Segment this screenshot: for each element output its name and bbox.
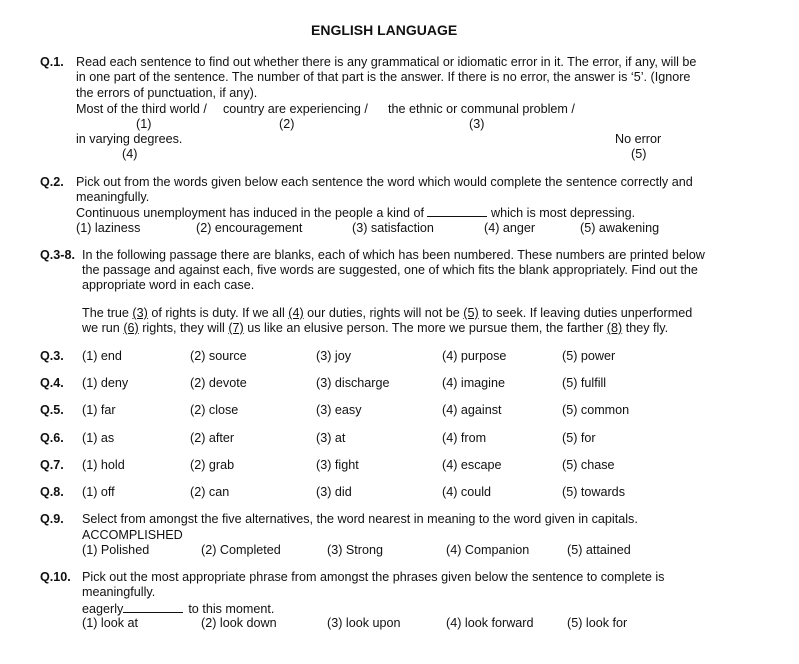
passage-text: we run bbox=[82, 321, 120, 335]
question-number: Q.9. bbox=[40, 512, 64, 526]
passage-text: us like an elusive person. The more we pursue them, the farther bbox=[247, 321, 604, 335]
sentence-text: Continuous unemployment has induced in the people a kind of bbox=[76, 206, 424, 220]
option: (5) power bbox=[562, 349, 616, 363]
sentence-part-3: the ethnic or communal problem / bbox=[388, 102, 575, 116]
option: (2) look down bbox=[201, 616, 277, 630]
option: (5) towards bbox=[562, 485, 625, 499]
question-number: Q.6. bbox=[40, 431, 64, 445]
question-instruction-line: the errors of punctuation, if any). bbox=[76, 86, 258, 100]
option: (3) joy bbox=[316, 349, 351, 363]
question-instruction-line: Pick out the most appropriate phrase from amongst the phrases given below the sentence to complete is bbox=[82, 570, 665, 584]
passage-text: of rights is duty. If we all bbox=[151, 306, 285, 320]
option: (1) laziness bbox=[76, 221, 141, 235]
option: (5) fulfill bbox=[562, 376, 607, 390]
passage-line bbox=[82, 321, 668, 336]
option: (4) imagine bbox=[442, 376, 505, 390]
option: (3) did bbox=[316, 485, 352, 499]
option: (2) can bbox=[190, 485, 230, 499]
question-sentence bbox=[82, 601, 274, 617]
option: (2) close bbox=[190, 403, 239, 417]
question-number: Q.2. bbox=[40, 175, 64, 189]
question-number: Q.7. bbox=[40, 458, 64, 472]
option: (1) Polished bbox=[82, 543, 150, 557]
question-instruction-line: In the following passage there are blanks, each of which has been numbered. These numbers are printed below bbox=[82, 248, 705, 262]
option: (5) attained bbox=[567, 543, 631, 557]
option: (4) against bbox=[442, 403, 502, 417]
option: (1) hold bbox=[82, 458, 125, 472]
option: (1) far bbox=[82, 403, 116, 417]
question-instruction-line: Pick out from the words given below each sentence the word which would complete the sentence correctly and bbox=[76, 175, 693, 189]
option: (4) anger bbox=[484, 221, 536, 235]
question-number: Q.3. bbox=[40, 349, 64, 363]
question-number: Q.10. bbox=[40, 570, 71, 584]
blank-number: (7) bbox=[228, 321, 244, 335]
part-label-5: (5) bbox=[631, 147, 647, 161]
question-instruction-line: the passage and against each, five words are suggested, one of which fits the blank appropriately. Find out the bbox=[82, 263, 698, 277]
option: (1) look at bbox=[82, 616, 138, 630]
option: (4) look forward bbox=[446, 616, 534, 630]
answer-blank bbox=[123, 601, 183, 613]
sentence-text: to this moment. bbox=[188, 602, 275, 616]
option: (4) from bbox=[442, 431, 487, 445]
blank-number: (8) bbox=[606, 321, 623, 335]
blank-number: (3) bbox=[132, 306, 148, 320]
sentence-part-5: No error bbox=[615, 132, 662, 146]
option: (3) easy bbox=[316, 403, 362, 417]
option: (3) fight bbox=[316, 458, 359, 472]
question-sentence bbox=[76, 205, 635, 221]
option: (1) off bbox=[82, 485, 115, 499]
option: (3) at bbox=[316, 431, 346, 445]
option: (2) source bbox=[190, 349, 247, 363]
option: (3) satisfaction bbox=[352, 221, 434, 235]
option: (1) end bbox=[82, 349, 122, 363]
option: (4) could bbox=[442, 485, 491, 499]
option: (3) discharge bbox=[316, 376, 390, 390]
question-instruction-line: meaningfully. bbox=[76, 190, 150, 204]
question-number: Q.1. bbox=[40, 55, 64, 69]
capital-word: ACCOMPLISHED bbox=[82, 528, 183, 542]
option: (2) devote bbox=[190, 376, 247, 390]
question-instruction-line: in one part of the sentence. The number of that part is the answer. If there is no error, the answer is ‘5’. (Ignore bbox=[76, 70, 691, 84]
part-label-3: (3) bbox=[469, 117, 485, 131]
sentence-part-1: Most of the third world / bbox=[76, 102, 207, 116]
option: (1) deny bbox=[82, 376, 129, 390]
answer-blank bbox=[427, 205, 487, 217]
option: (5) awakening bbox=[580, 221, 660, 235]
option: (5) chase bbox=[562, 458, 615, 472]
option: (2) Completed bbox=[201, 543, 281, 557]
option: (4) purpose bbox=[442, 349, 507, 363]
passage-text: rights, they will bbox=[142, 321, 225, 335]
option: (4) escape bbox=[442, 458, 502, 472]
question-number: Q.4. bbox=[40, 376, 64, 390]
question-number: Q.5. bbox=[40, 403, 64, 417]
option: (1) as bbox=[82, 431, 115, 445]
option: (2) grab bbox=[190, 458, 235, 472]
part-label-2: (2) bbox=[279, 117, 295, 131]
option: (3) look upon bbox=[327, 616, 401, 630]
part-label-4: (4) bbox=[122, 147, 138, 161]
option: (3) Strong bbox=[327, 543, 383, 557]
question-number: Q.8. bbox=[40, 485, 64, 499]
question-instruction-line: appropriate word in each case. bbox=[82, 278, 255, 292]
question-instruction-line: meaningfully. bbox=[82, 585, 156, 599]
passage-text: they fly. bbox=[625, 321, 669, 335]
question-number: Q.3-8. bbox=[40, 248, 75, 262]
option: (5) common bbox=[562, 403, 630, 417]
sentence-text: eagerly bbox=[82, 602, 124, 616]
option: (2) encouragement bbox=[196, 221, 303, 235]
blank-number: (6) bbox=[123, 321, 139, 335]
option: (5) look for bbox=[567, 616, 628, 630]
sentence-part-4: in varying degrees. bbox=[76, 132, 183, 146]
part-label-1: (1) bbox=[136, 117, 152, 131]
question-instruction-line: Read each sentence to find out whether there is any grammatical or idiomatic error in it. The error, if any, will be bbox=[76, 55, 697, 69]
page-title: ENGLISH LANGUAGE bbox=[311, 22, 458, 38]
option: (4) Companion bbox=[446, 543, 530, 557]
option: (5) for bbox=[562, 431, 596, 445]
question-instruction-line: Select from amongst the five alternatives, the word nearest in meaning to the word given in capitals. bbox=[82, 512, 638, 526]
passage-text: The true bbox=[82, 306, 129, 320]
passage-line bbox=[82, 306, 692, 321]
blank-number: (4) bbox=[288, 306, 304, 320]
passage-text: our duties, rights will not be bbox=[307, 306, 460, 320]
option: (2) after bbox=[190, 431, 235, 445]
sentence-part-2: country are experiencing / bbox=[223, 102, 368, 116]
blank-number: (5) bbox=[463, 306, 479, 320]
sentence-text: which is most depressing. bbox=[490, 206, 636, 220]
passage-text: to seek. If leaving duties unperformed bbox=[482, 306, 693, 320]
